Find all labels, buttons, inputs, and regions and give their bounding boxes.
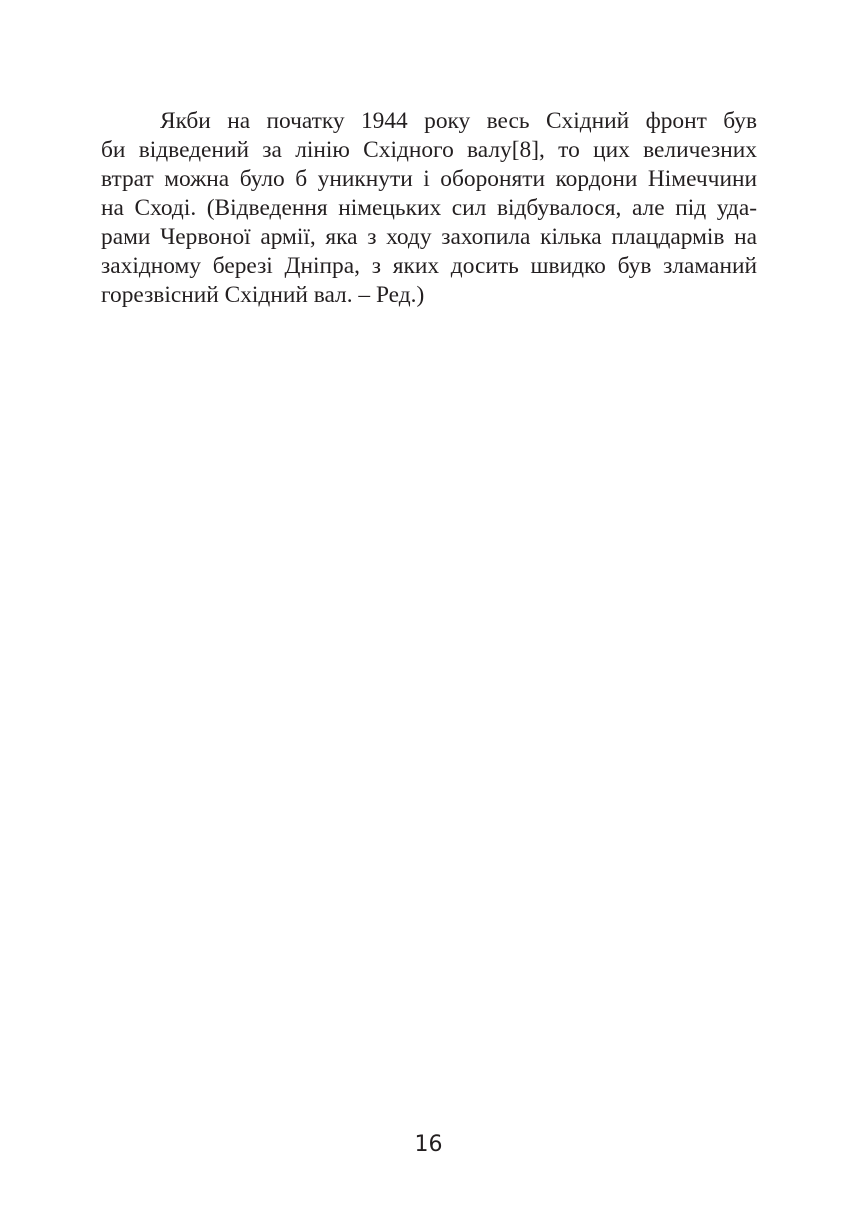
page-number: 16 xyxy=(414,1132,443,1157)
paragraph-line: Якби на початку 1944 року весь Східний фронт був xyxy=(160,108,757,134)
paragraph-line: на Сході. (Відведення німецьких сил відбувалося, але під уда- xyxy=(101,195,757,221)
body-paragraph xyxy=(101,107,757,310)
paragraph-line: втрат можна було б уникнути і обороняти кордони Німеччини xyxy=(101,166,757,192)
paragraph-line: горезвісний Східний вал. – Ред.) xyxy=(101,282,425,308)
paragraph-line: би відведений за лінію Східного валу[8], то цих величезних xyxy=(101,137,757,163)
paragraph-line: західному березі Дніпра, з яких досить швидко був зламаний xyxy=(101,253,757,279)
paragraph-line: рами Червоної армії, яка з ходу захопила кілька плацдармів на xyxy=(101,224,757,250)
